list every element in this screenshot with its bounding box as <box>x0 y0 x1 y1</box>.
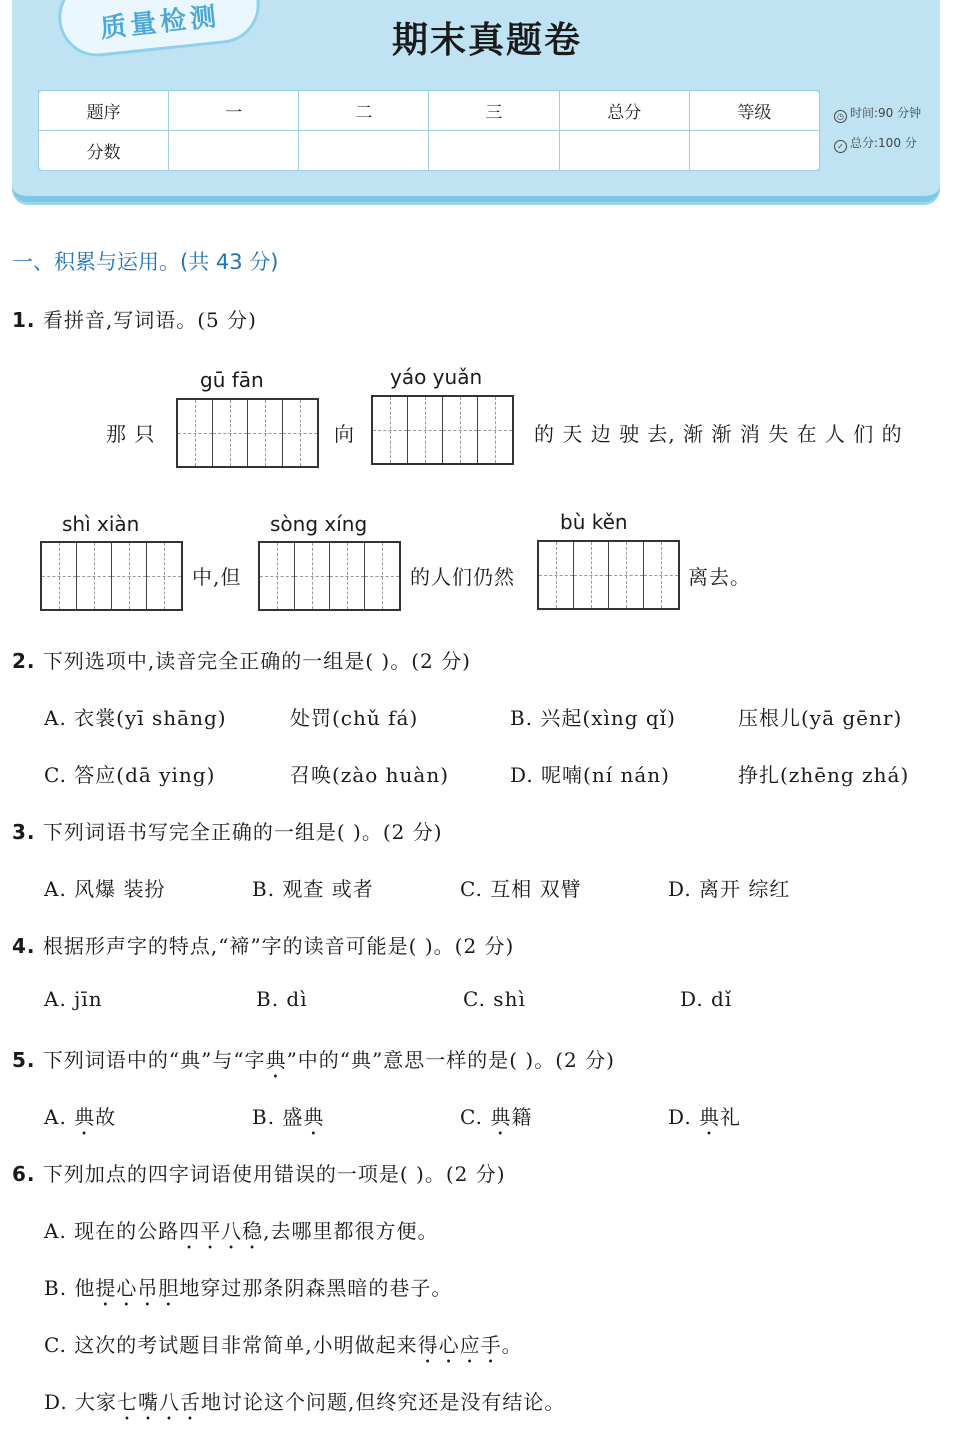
score-table <box>38 90 820 171</box>
score-cell: 三 <box>429 91 559 131</box>
sentence-text: 离去。 <box>688 565 751 589</box>
option-c <box>460 1101 532 1140</box>
option-a <box>44 1101 116 1140</box>
pinyin: yáo yuǎn <box>390 365 483 389</box>
score-input-cell[interactable] <box>559 131 689 171</box>
option-b: B. 观查 或者 <box>252 877 374 901</box>
exam-total <box>834 134 917 153</box>
option-a: A. 衣裳(yī shāng) <box>44 706 227 730</box>
option-d: D. dǐ <box>680 987 733 1011</box>
writing-box[interactable] <box>371 395 514 465</box>
score-table-header-row <box>39 91 820 131</box>
question-number: 2. <box>12 649 36 673</box>
option-d: D. 呢喃(ní nán) <box>510 763 670 787</box>
writing-box[interactable] <box>40 541 183 611</box>
pinyin: sòng xíng <box>270 512 368 536</box>
question-number: 5. <box>12 1048 36 1072</box>
question-5 <box>12 1044 615 1083</box>
option-a: A. 风爆 装扮 <box>44 877 166 901</box>
dotted-char: 典 <box>303 1105 325 1129</box>
option-b-word2: 压根儿(yā gēnr) <box>738 706 903 730</box>
option-text: A. 现在的公路 <box>44 1219 180 1243</box>
option-text: 籍 <box>511 1105 533 1129</box>
score-cell: 一 <box>169 91 299 131</box>
option-d: D. 离开 综红 <box>668 877 791 901</box>
dotted-idiom: 四平八稳 <box>179 1219 264 1243</box>
quality-check-badge <box>54 0 263 60</box>
option-a <box>44 1215 439 1254</box>
writing-box[interactable] <box>537 540 680 610</box>
dotted-char: 典 <box>490 1105 512 1129</box>
option-text: C. 这次的考试题目非常简单,小明做起来 <box>44 1333 418 1357</box>
exam-time <box>834 104 921 123</box>
option-b <box>44 1272 452 1311</box>
option-c-word2: 召唤(zào huàn) <box>290 763 450 787</box>
question-number: 3. <box>12 820 36 844</box>
option-text: D. 大家 <box>44 1390 118 1414</box>
option-text: 故 <box>95 1105 117 1129</box>
sentence-text: 的 天 边 驶 去, 渐 渐 消 失 在 人 们 的 <box>534 422 903 446</box>
sentence-text: 那 只 <box>106 422 156 446</box>
option-text: ,去哪里都很方便。 <box>263 1219 439 1243</box>
option-text: B. 盛 <box>252 1105 304 1129</box>
option-text: 。 <box>501 1333 523 1357</box>
option-text: A. <box>44 1105 75 1129</box>
exam-total-text: 总分:100 分 <box>850 136 917 150</box>
score-input-cell[interactable] <box>689 131 819 171</box>
question-text: ”中的“典”意思一样的是( )。(2 分) <box>286 1048 615 1072</box>
question-text: 根据形声字的特点,“褅”字的读音可能是( )。(2 分) <box>42 934 515 958</box>
clock-icon: ◷ <box>834 110 847 123</box>
writing-box[interactable] <box>258 541 401 611</box>
option-a-word2: 处罚(chǔ fá) <box>290 706 419 730</box>
section-title: 一、积累与运用。(共 43 分) <box>12 250 279 274</box>
question-text: 下列选项中,读音完全正确的一组是( )。(2 分) <box>42 649 471 673</box>
option-c <box>44 1329 523 1368</box>
dotted-idiom: 提心吊胆 <box>95 1276 180 1300</box>
exam-header <box>12 0 940 202</box>
option-d-word2: 挣扎(zhēng zhá) <box>738 763 910 787</box>
pinyin: shì xiàn <box>62 512 140 536</box>
option-d <box>44 1386 565 1425</box>
dotted-char: 典 <box>265 1048 287 1072</box>
dotted-idiom: 得心应手 <box>417 1333 502 1357</box>
option-text: D. <box>668 1105 700 1129</box>
check-circle-icon: ✓ <box>834 140 847 153</box>
score-cell: 二 <box>299 91 429 131</box>
question-6 <box>12 1158 506 1187</box>
option-c: C. shì <box>463 987 526 1011</box>
question-text: 下列词语中的“典”与“字 <box>42 1048 266 1072</box>
option-c: C. 互相 双臂 <box>460 877 582 901</box>
score-table-score-row <box>39 131 820 171</box>
question-text: 下列词语书写完全正确的一组是( )。(2 分) <box>42 820 443 844</box>
score-input-cell[interactable] <box>169 131 299 171</box>
score-input-cell[interactable] <box>429 131 559 171</box>
question-text: 下列加点的四字词语使用错误的一项是( )。(2 分) <box>42 1162 506 1186</box>
question-2 <box>12 645 471 674</box>
dotted-char: 典 <box>74 1105 96 1129</box>
option-d <box>668 1101 741 1140</box>
option-text: 礼 <box>720 1105 742 1129</box>
option-b: B. dì <box>256 987 308 1011</box>
question-1 <box>12 304 257 333</box>
sentence-text: 向 <box>334 422 355 446</box>
question-3 <box>12 816 443 845</box>
option-a: A. jīn <box>44 987 103 1011</box>
option-text: 地穿过那条阴森黑暗的巷子。 <box>179 1276 453 1300</box>
writing-box[interactable] <box>176 398 319 468</box>
question-number: 4. <box>12 934 36 958</box>
score-cell: 分数 <box>39 131 169 171</box>
option-b <box>252 1101 324 1140</box>
option-b: B. 兴起(xìng qǐ) <box>510 706 676 730</box>
question-number: 1. <box>12 308 36 332</box>
badge-text: 质量检测 <box>98 1 222 44</box>
exam-time-text: 时间:90 分钟 <box>850 106 922 120</box>
score-input-cell[interactable] <box>299 131 429 171</box>
score-cell: 总分 <box>559 91 689 131</box>
question-text: 看拼音,写词语。(5 分) <box>42 308 257 332</box>
dotted-char: 典 <box>699 1105 721 1129</box>
dotted-idiom: 七嘴八舌 <box>117 1390 202 1414</box>
score-cell: 等级 <box>689 91 819 131</box>
option-text: B. 他 <box>44 1276 96 1300</box>
exam-title: 期末真题卷 <box>391 20 582 61</box>
question-4 <box>12 930 514 959</box>
option-text: C. <box>460 1105 491 1129</box>
option-text: 地讨论这个问题,但终究还是没有结论。 <box>201 1390 566 1414</box>
sentence-text: 的人们仍然 <box>410 565 515 589</box>
pinyin: gū fān <box>200 368 264 392</box>
option-c: C. 答应(dā ying) <box>44 763 216 787</box>
question-number: 6. <box>12 1162 36 1186</box>
score-cell: 题序 <box>39 91 169 131</box>
pinyin: bù kěn <box>560 510 628 534</box>
sentence-text: 中,但 <box>192 565 242 589</box>
